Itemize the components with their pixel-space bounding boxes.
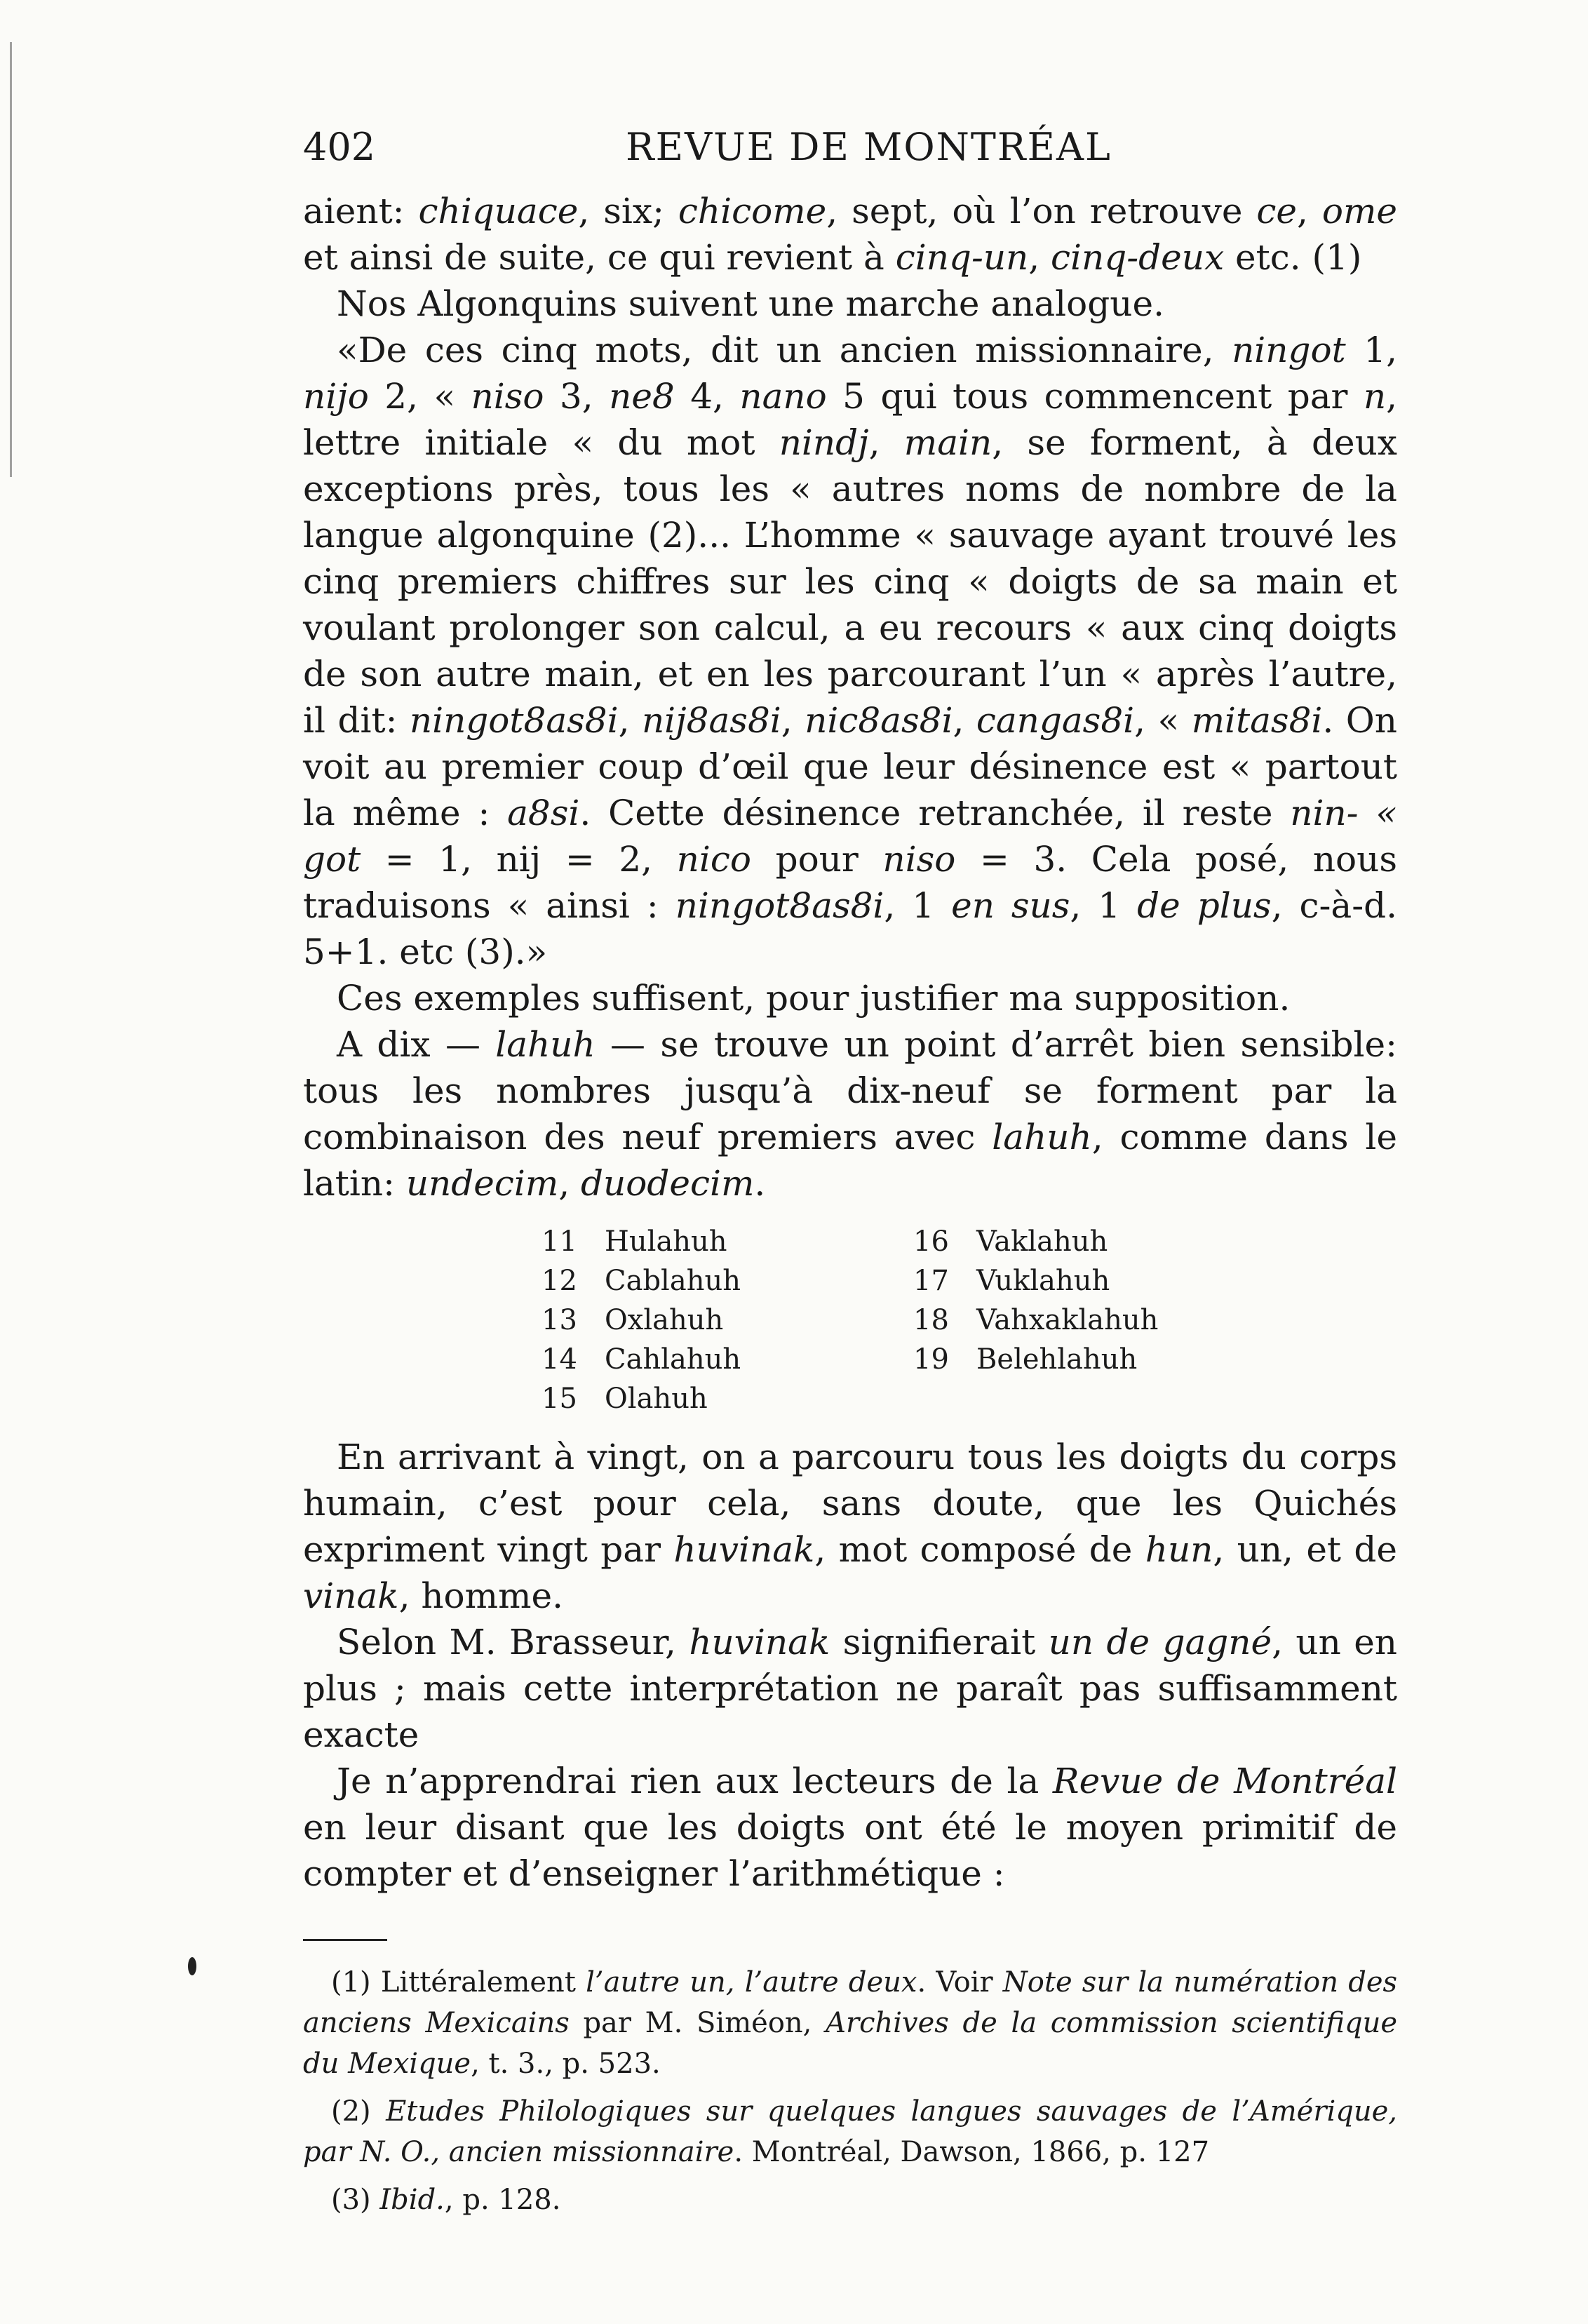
journal-title: REVUE DE MONTRÉAL (626, 125, 1112, 169)
numeral: 11 (541, 1225, 577, 1258)
footnotes (303, 1962, 1397, 2220)
footnote-rule (303, 1939, 387, 1941)
table-row (541, 1340, 1158, 1379)
numeral-word: Cahlahuh (605, 1343, 741, 1376)
table-row (541, 1379, 1158, 1418)
table-row (541, 1301, 1158, 1340)
paragraph-1: aient: chiquace, six; chicome, sept, où l’on retrouve ce, ome et ainsi de suite, ce qui revient à cinq-un, cinq-deux etc. (1) (303, 191, 1397, 278)
footnote-1: (1) Littéralement l’autre un, l’autre deux. Voir Note sur la numération des anciens Mexicains par M. Siméon, Archives de la commission scientifique du Mexique, t. 3., p. 523. (303, 1966, 1398, 2080)
paragraph-6: En arrivant à vingt, on a parcouru tous les doigts du corps humain, c’est pour cela, sans doute, que les Quichés expriment vingt par huvinak, mot composé de hun, un, et de vinak, homme. (303, 1437, 1397, 1616)
running-header (303, 125, 1453, 174)
numeral: 16 (913, 1225, 949, 1258)
scan-margin-edge (10, 42, 12, 477)
numeral: 12 (541, 1265, 577, 1297)
table-row (541, 1261, 1158, 1301)
numeral-word: Hulahuh (605, 1225, 727, 1258)
paragraph-2: Nos Algonquins suivent une marche analogue. (337, 283, 1164, 324)
paragraph-4: Ces exemples suffisent, pour justifier ma supposition. (337, 978, 1291, 1019)
table-row (541, 1222, 1158, 1261)
quiche-numerals-table (541, 1222, 1158, 1418)
numeral-word: Cablahuh (605, 1265, 741, 1297)
footnote-2: (2) Etudes Philologiques sur quelques langues sauvages de l’Amérique, par N. O., ancien missionnaire. Montréal, Dawson, 1866, p. 127 (303, 2095, 1397, 2168)
main-text (303, 188, 1397, 2227)
numeral: 15 (541, 1383, 577, 1415)
numeral (913, 1379, 976, 1418)
paragraph-3-quote: «De ces cinq mots, dit un ancien missionnaire, ningot 1, nijo 2, « niso 3, ne8 4, nano 5 qui tous commencent par n, lettre initiale « du mot nindj, main, se forment, à deux exceptions près, tous les « autres noms de nombre de la langue algonquine (2)... L’homme « sauvage ayant trouvé les cinq premiers chiffres sur les cinq « doigts de sa main et voulant prolonger son calcul, a eu recours « aux cinq doigts de son autre main, et en les parcourant l’un « après l’autre, il dit: ningot8as8i, nij8as8i, nic8as8i, cangas8i, « mitas8i. On voit au premier coup d’œil que leur désinence est « partout la même : a8si. Cette désinence retranchée, il reste nin- « got = 1, nij = 2, nico pour niso = 3. Cela posé, nous traduisons « ainsi : ningot8as8i, 1 en sus, 1 de plus, c-à-d. 5+1. etc (3).» (303, 330, 1397, 972)
numeral-word: Oxlahuh (605, 1304, 724, 1336)
page-number: 402 (303, 125, 376, 169)
paragraph-5: A dix — lahuh — se trouve un point d’arrêt bien sensible: tous les nombres jusqu’à dix-neuf se forment par la combinaison des neuf premiers avec lahuh, comme dans le latin: undecim, duodecim. (303, 1024, 1397, 1204)
numeral: 18 (913, 1304, 949, 1336)
numeral-word: Olahuh (605, 1383, 708, 1415)
footnote-3: (3) Ibid., p. 128. (331, 2184, 561, 2216)
numeral-word: Vuklahuh (976, 1265, 1110, 1297)
numeral: 19 (913, 1343, 949, 1376)
numeral-word: Vahxaklahuh (976, 1304, 1159, 1336)
numeral-word: Belehlahuh (976, 1343, 1138, 1376)
numeral: 13 (541, 1304, 577, 1336)
numeral: 14 (541, 1343, 577, 1376)
paragraph-8: Je n’apprendrai rien aux lecteurs de la Revue de Montréal en leur disant que les doigts ont été le moyen primitif de compter et d’enseigner l’arithmétique : (303, 1761, 1398, 1894)
ink-speck (188, 1957, 196, 1975)
numeral: 17 (913, 1265, 949, 1297)
numeral-word (976, 1379, 1158, 1418)
paragraph-7: Selon M. Brasseur, huvinak signifierait un de gagné, un en plus ; mais cette interprétation ne paraît pas suffisamment exacte (303, 1622, 1398, 1755)
numeral-word: Vaklahuh (976, 1225, 1108, 1258)
